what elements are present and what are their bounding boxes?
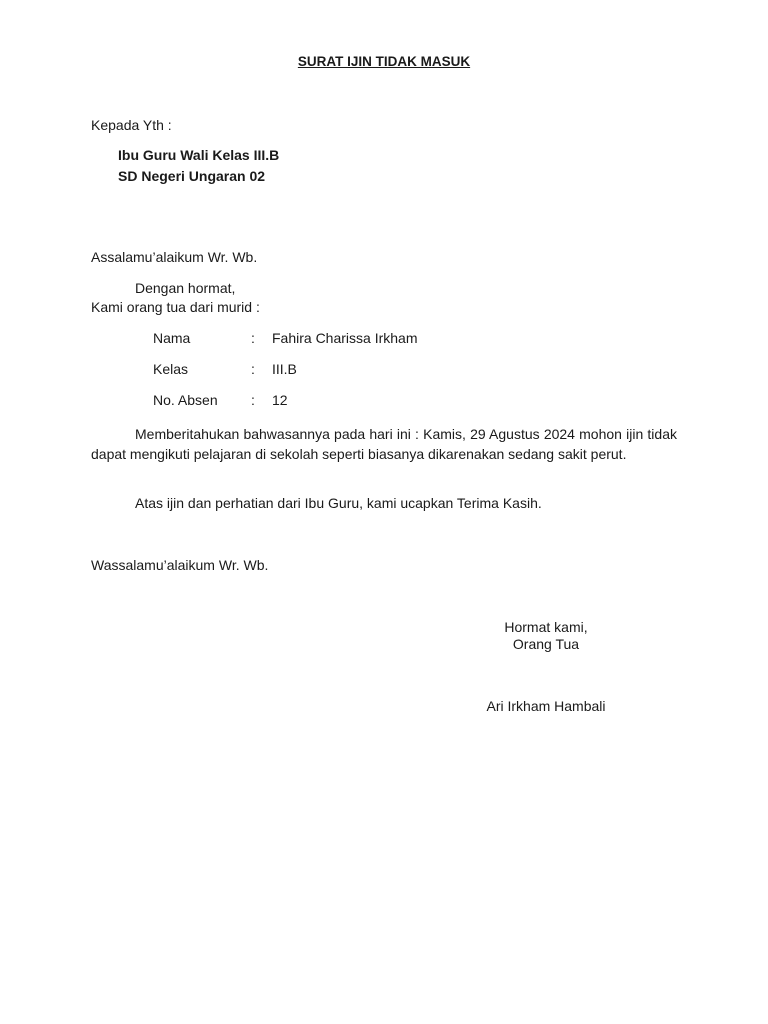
field-separator: : <box>251 330 255 346</box>
opening: Dengan hormat, <box>135 280 236 296</box>
signature-closing: Hormat kami, <box>504 619 588 635</box>
field-separator: : <box>251 361 255 377</box>
field-value: III.B <box>272 361 297 377</box>
greeting: Assalamu’alaikum Wr. Wb. <box>91 249 258 265</box>
closing-greeting: Wassalamu’alaikum Wr. Wb. <box>91 557 269 573</box>
recipient-intro: Kepada Yth : <box>91 117 172 133</box>
field-label: Nama <box>153 330 191 346</box>
field-label: No. Absen <box>153 392 218 408</box>
letter-title: SURAT IJIN TIDAK MASUK <box>297 54 471 69</box>
field-label: Kelas <box>153 361 189 377</box>
intro-line: Kami orang tua dari murid : <box>91 299 260 315</box>
recipient-name: Ibu Guru Wali Kelas III.B <box>118 147 280 163</box>
thanks-paragraph: Atas ijin dan perhatian dari Ibu Guru, kami ucapkan Terima Kasih. <box>135 495 542 511</box>
field-separator: : <box>251 392 255 408</box>
field-value: 12 <box>272 392 288 408</box>
signature-name: Ari Irkham Hambali <box>486 698 606 714</box>
signature-role: Orang Tua <box>512 636 580 652</box>
recipient-school: SD Negeri Ungaran 02 <box>118 168 266 184</box>
field-value: Fahira Charissa Irkham <box>272 330 418 346</box>
body-paragraph: Memberitahukan bahwasannya pada hari ini : Kamis, 29 Agustus 2024 mohon ijin tidak dapat mengikuti pelajaran di sekolah seperti biasanya dikarenakan sedang sakit perut. <box>91 426 677 462</box>
